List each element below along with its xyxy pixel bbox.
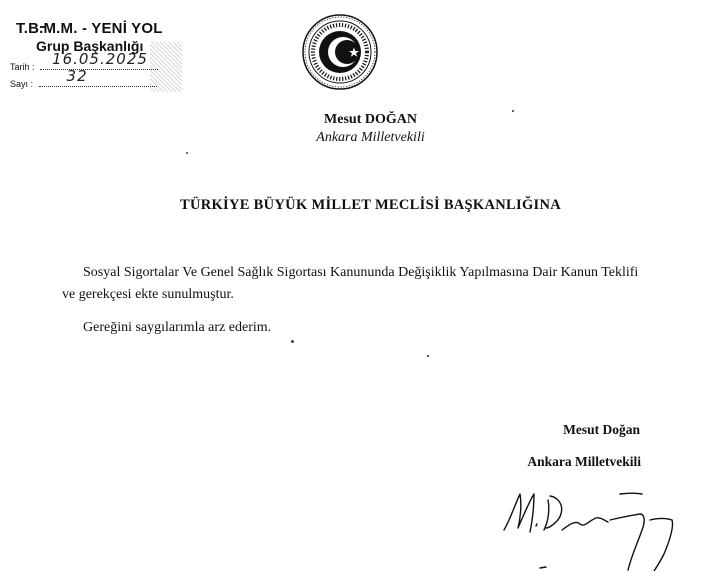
stamp-date-value: 16.05.2025 — [52, 50, 148, 68]
scan-speck — [512, 110, 514, 112]
stamp-date-label: Tarih : — [10, 62, 35, 72]
signatory-name: Mesut Doğan — [563, 422, 640, 437]
stamp-date-line — [40, 50, 158, 70]
handwritten-signature-icon — [500, 480, 700, 571]
stamp-subtitle: Grup Başkanlığı — [36, 38, 144, 54]
stamp-number-value: 32 — [66, 67, 88, 85]
stamp-ink-noise — [150, 42, 182, 92]
scan-speck — [427, 355, 429, 357]
stamp-number-label: Sayı : — [10, 79, 34, 89]
scan-speck — [186, 152, 188, 154]
body-paragraph: Sosyal Sigortalar Ve Genel Sağlık Sigortası Kanununda Değişiklik Yapılmasına Dair Kanun Teklifi ve gerekçesi ekte sunulmuştur. — [62, 265, 639, 302]
signatory-role: Ankara Milletvekili — [527, 454, 641, 469]
author-role: Ankara Milletvekili — [316, 130, 425, 145]
tbmm-emblem-icon — [302, 14, 378, 90]
stamp-title: T.B.M.M. - YENİ YOL — [16, 20, 163, 37]
incoming-stamp — [10, 20, 180, 95]
addressee-heading: TÜRKİYE BÜYÜK MİLLET MECLİSİ BAŞKANLIĞINA — [179, 197, 562, 213]
stamp-number-line — [39, 67, 157, 87]
scan-speck — [291, 340, 294, 343]
author-name: Mesut DOĞAN — [324, 112, 417, 127]
closing-paragraph: Gereğini saygılarımla arz ederim. — [83, 320, 272, 335]
